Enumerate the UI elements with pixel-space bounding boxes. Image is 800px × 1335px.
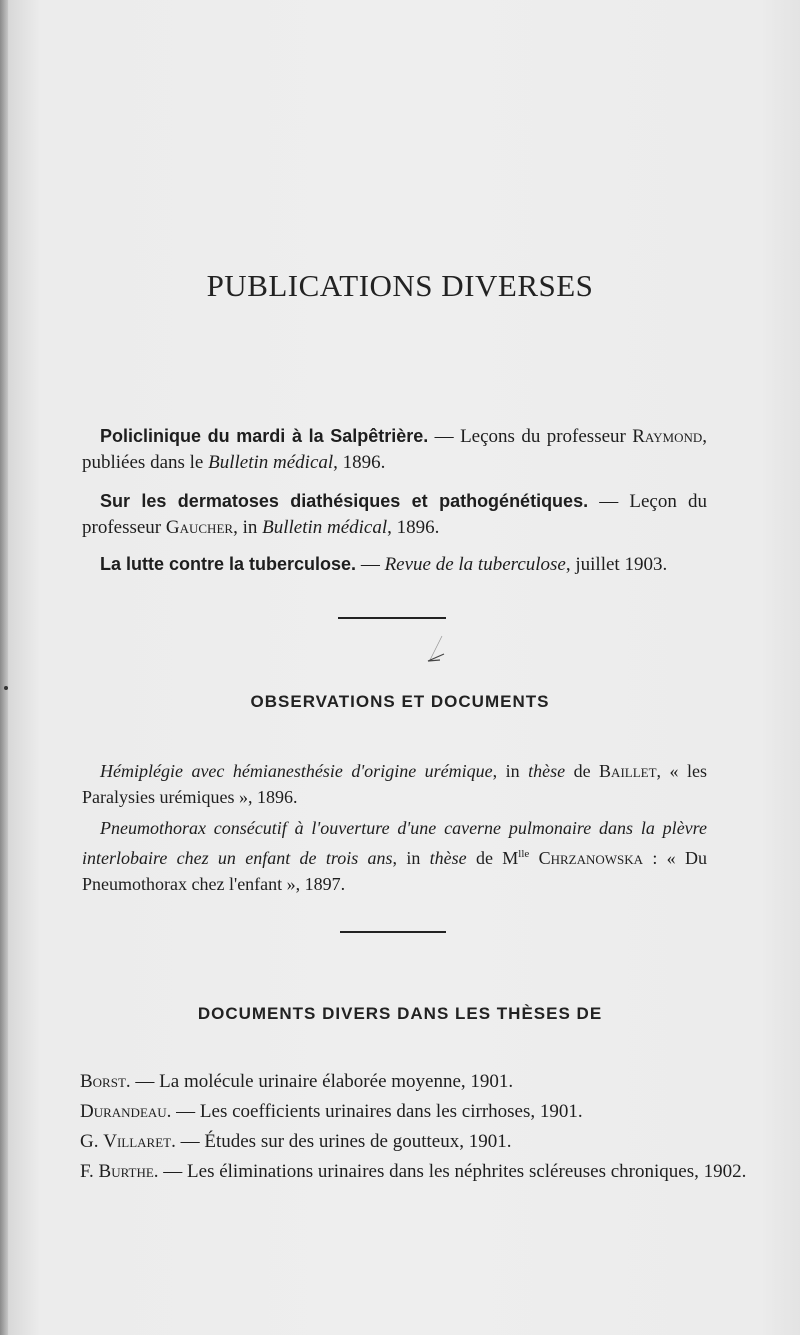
author-name: Chrzanowska xyxy=(529,848,644,868)
author-name: Gaucher xyxy=(165,517,234,538)
journal-name: Revue de la tuberculose xyxy=(384,554,566,575)
document-entry: Borst. — La molécule urinaire élaborée moyenne, 1901. xyxy=(80,1071,514,1092)
observation-title: Pneumothorax consécutif à l'ouverture d'une caverne pulmonaire dans la plèvre interlobaire chez un enfant de trois ans xyxy=(82,818,707,868)
author-name: Burthe xyxy=(98,1161,154,1182)
publication-entry: La lutte contre la tuberculose. — Revue de la tuberculose, juillet 1903. xyxy=(100,554,668,575)
observation-entry: Pneumothorax consécutif à l'ouverture d'une caverne pulmonaire dans la plèvre interlobaire chez un enfant de trois ans, in thèse de $M^{lle}$ Chrzanowska : « Du Pneumothorax chez l'enfant », 1897. xyxy=(82,818,707,894)
observation-entry: Hémiplégie avec hémianesthésie d'origine urémique, in thèse de Baillet, « les Paralysies urémiques », 1896. xyxy=(82,761,707,807)
observations-heading: OBSERVATIONS ET DOCUMENTS xyxy=(250,692,550,711)
author-name: Borst xyxy=(80,1071,126,1092)
document-entry: F. Burthe. — Les éliminations urinaires dans les néphrites scléreuses chroniques, 1902. xyxy=(80,1161,747,1182)
author-name: Villaret xyxy=(103,1131,172,1152)
document-entry: G. Villaret. — Études sur des urines de goutteux, 1901. xyxy=(80,1131,512,1152)
publication-title: La lutte contre la tuberculose. xyxy=(100,554,357,574)
author-name: Baillet xyxy=(599,761,657,781)
publication-title: Policlinique du mardi à la Salpêtrière. xyxy=(100,426,429,446)
document-entry: Durandeau. — Les coefficients urinaires dans les cirrhoses, 1901. xyxy=(80,1101,583,1122)
observation-title: Hémiplégie avec hémianesthésie d'origine urémique xyxy=(100,761,493,781)
page-binding-edge xyxy=(0,0,8,1335)
margin-mark xyxy=(4,686,8,690)
documents-heading: DOCUMENTS DIVERS DANS LES THÈSES DE xyxy=(197,1004,603,1023)
publication-entry: Sur les dermatoses diathésiques et pathogénétiques. — Leçon du professeur Gaucher, in Bulletin médical, 1896. xyxy=(82,491,707,538)
section-divider xyxy=(338,617,446,619)
journal-name: Bulletin médical xyxy=(208,452,334,473)
author-name: Durandeau xyxy=(80,1101,167,1122)
page-title: PUBLICATIONS DIVERSES xyxy=(206,268,594,303)
publication-title: Sur les dermatoses diathésiques et pathogénétiques. xyxy=(100,491,589,511)
pencil-mark-icon xyxy=(424,634,448,664)
journal-name: Bulletin médical xyxy=(262,517,388,538)
publication-entry: Policlinique du mardi à la Salpêtrière. — Leçons du professeur Raymond, publiées dans le Bulletin médical, 1896. xyxy=(82,426,707,473)
section-divider xyxy=(340,931,446,933)
author-name: Raymond xyxy=(632,426,703,447)
